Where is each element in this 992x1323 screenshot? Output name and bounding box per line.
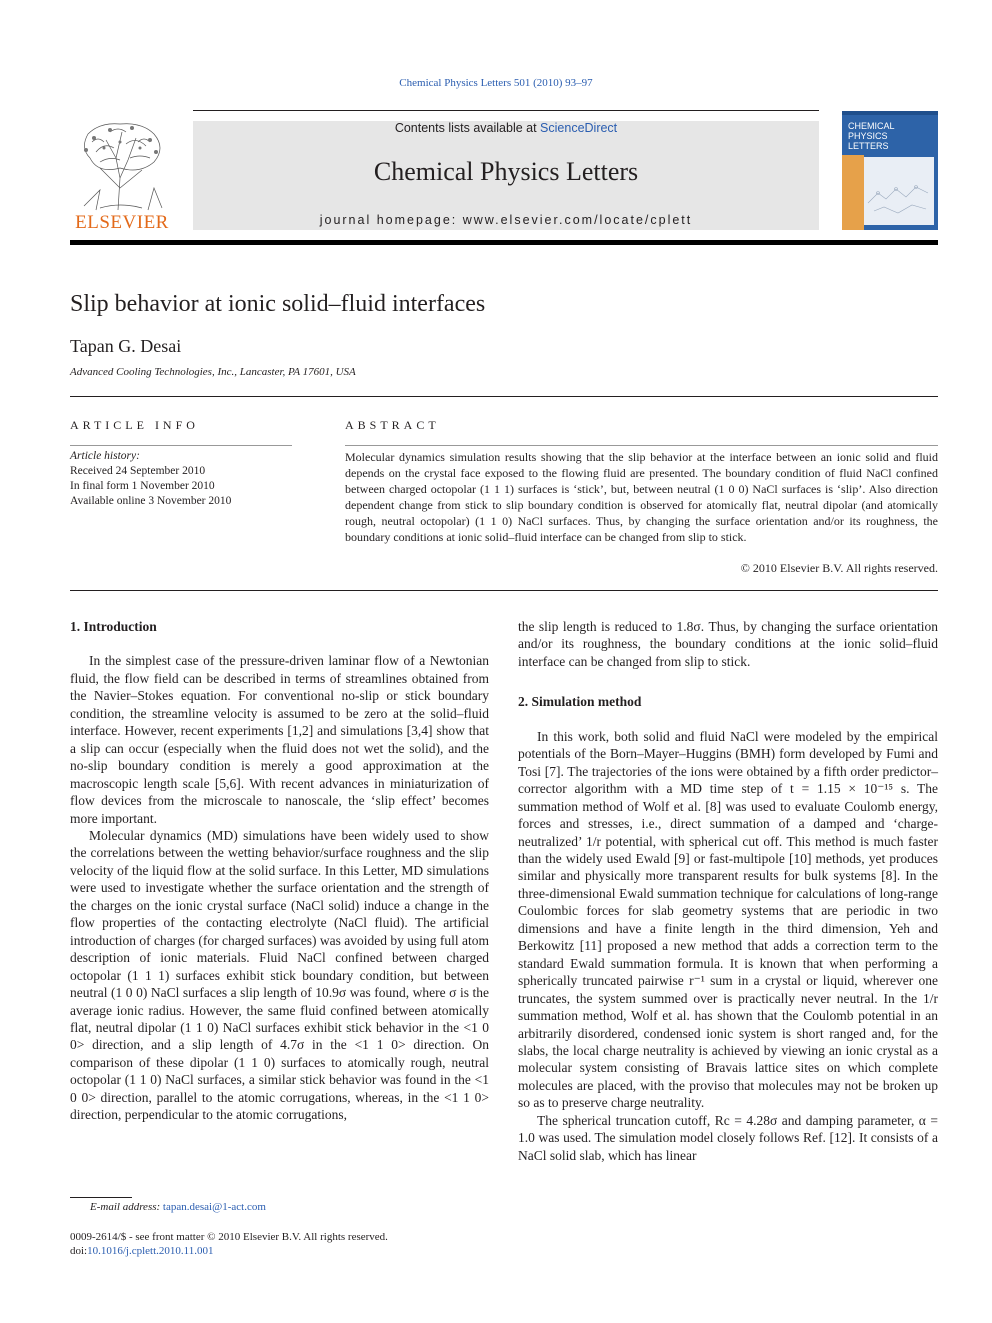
- intro-paragraph-1: In the simplest case of the pressure-driven laminar flow of a Newtonian fluid, the flow field can be described in terms of streamlines obtained from the Navier–Stokes equation. For conventional no-slip or stick boundary condition, the streamline velocity is assumed to be zero at the solid–fluid interface. However, recent experiments [1,2] and simulations [3,4] show that a slip can occur (especially when the fluid does not wet the solid), and the no-slip boundary condition is merely a good approximation at the macroscopic length scale [5,6]. With recent advances in miniaturization of flow devices from the microscale to nanoscale, the ‘slip effect’ becomes more important.: [70, 653, 489, 826]
- method-paragraph-1: In this work, both solid and fluid NaCl were modeled by the empirical potentials of the Born–Mayer–Huggins (BMH) form developed by Fumi and Tosi [7]. The trajectories of the ions were obtained by a fifth order predictor–corrector algorithm with a MD time step of t = 1.15 × 10⁻¹⁵ s. The summation method of Wolf et al. [8] was used to evaluate Coulomb energy, forces and stresses, i.e., direct summation of a damped and ‘charge-neutralized’ 1/r potential, with spherical cut off. This method is much faster than the widely used Ewald [9] or fast-multipole [10] methods, yet produces similar and physically more transparent results for bulk systems [8]. In the three-dimensional Ewald summation technique for calculations of long-range Coulombic forces for slab geometry systems that are periodic in two dimensions and have a finite length in the third dimension, Yeh and Berkowitz [11] proposed a new method that adds a correction term to the standard Ewald summation formula. It is known that when performing a spherically truncated pairwise r⁻¹ sum in a crystal or liquid, wherever one truncates, the system summed over is practically never neutral. In the 1/r summation method, Wolf et al. has shown that the Coulomb potential in an arbitrarily disordered, condensed ionic system is short ranged and, for the slabs, the local charge neutrality is achieved by viewing an ionic crystal as a molecular system consisting of Bravais lattice sites on which complete molecules are placed, with the proviso that molecules may not be broken up so as to preserve charge neutrality.: [518, 728, 938, 1111]
- doi-line: [70, 1245, 214, 1257]
- abstract-rule: [345, 445, 938, 446]
- cover-graphic-icon: [864, 163, 934, 223]
- journal-banner: [193, 121, 819, 230]
- intro-paragraph-2: Molecular dynamics (MD) simulations have been widely used to show the correlations between the wetting behavior/surface roughness and the slip velocity of the liquid flow at the solid surface. In this Letter, MD simulations were used to investigate whether the surface orientation and the strength of the charges on the ionic crystal surface (NaCl solid) induce a change in the flow properties of the contacting electrolyte (NaCl fluid). The artificial introduction of charges (for charged surfaces) was avoided by using full atom description of ionic materials. Fluid NaCl confined between charged octopolar (1 1 1) surfaces exhibit stick boundary condition, but between neutral (1 0 0) NaCl surfaces a slip length of 10.9σ was found, where σ is the average ionic radius. However, the same fluid confined between atomically flat, neutral dipolar (1 1 0) NaCl surfaces exhibit stick behavior in the <1 0 0> direction, and a slip length of 4.7σ in the <1 1 0> direction. On comparison of these dipolar (1 1 0) surfaces to atomically rough, neutral octopolar (1 1 0) NaCl surfaces, a similar stick behavior was found in the <1 0 0> direction, parallel to the atomic corrugations, whereas, in the <1 1 0> direction, perpendicular to the atomic corrugations,: [70, 827, 490, 1123]
- journal-title: Chemical Physics Letters: [373, 157, 639, 186]
- abstract-copyright: © 2010 Elsevier B.V. All rights reserved.: [740, 561, 938, 575]
- header-thick-rule: [70, 240, 938, 245]
- doi-label: doi:: [70, 1245, 88, 1257]
- intro-heading: 1. Introduction: [70, 619, 157, 634]
- author-email-link[interactable]: tapan.desai@1-act.com: [162, 1201, 266, 1213]
- contents-line: [193, 121, 819, 135]
- journal-cover-image: [842, 111, 938, 230]
- cover-title-3: LETTERS: [848, 141, 889, 151]
- received-date: Received 24 September 2010: [70, 465, 206, 477]
- footnote-rule: [70, 1197, 132, 1198]
- elsevier-wordmark: ELSEVIER: [75, 212, 169, 233]
- author-affiliation: Advanced Cooling Technologies, Inc., Lancaster, PA 17601, USA: [70, 366, 356, 378]
- right-column: [518, 618, 938, 1164]
- doi-link[interactable]: 10.1016/j.cplett.2010.11.001: [87, 1245, 214, 1257]
- abstract-heading: ABSTRACT: [345, 418, 440, 432]
- article-history: [70, 449, 231, 509]
- article-author[interactable]: Tapan G. Desai: [70, 336, 182, 356]
- final-form-date: In final form 1 November 2010: [70, 480, 215, 492]
- method-heading: 2. Simulation method: [518, 694, 642, 710]
- sciencedirect-link[interactable]: ScienceDirect: [540, 121, 618, 135]
- abstract-text: Molecular dynamics simulation results showing that the slip behavior at the interface between an ionic solid and fluid depends on the crystal face exposed to the flowing fluid are presented. The boundary condition of fluid NaCl confined between charged octopolar (1 1 1) surfaces is ‘stick’, but, between neutral (1 0 0) NaCl surfaces is ‘slip’. Also direction dependent change from stick to slip boundary condition is observed for atomically flat, neutral dipolar (and atomically rough, neutral octopolar) (1 1 0) NaCl surfaces. Thus, by changing the surface orientation and/or its roughness, the boundary conditions at ionic solid–fluid interface can be changed from slip to stick.: [345, 450, 938, 544]
- author-email-footnote: [90, 1201, 266, 1213]
- history-label: Article history:: [70, 450, 140, 462]
- cover-title-1: CHEMICAL: [848, 121, 895, 131]
- left-column: [70, 618, 489, 1124]
- elsevier-tree-icon: [70, 118, 172, 214]
- header-rule: [193, 110, 819, 111]
- email-label: E-mail address:: [90, 1201, 161, 1213]
- issn-line: 0009-2614/$ - see front matter © 2010 Elsevier B.V. All rights reserved.: [70, 1231, 388, 1243]
- abstract-bottom-rule: [70, 590, 938, 591]
- article-info-rule: [70, 445, 292, 446]
- journal-homepage[interactable]: journal homepage: www.elsevier.com/locate/cplett: [319, 213, 693, 227]
- journal-citation[interactable]: Chemical Physics Letters 501 (2010) 93–97: [399, 77, 593, 89]
- intro-paragraph-3: the slip length is reduced to 1.8σ. Thus, by changing the surface orientation and/or its roughness, the boundary conditions at the ionic solid–fluid interface can be changed from slip to stick.: [518, 619, 938, 669]
- elsevier-logo: [70, 118, 172, 234]
- method-paragraph-2: The spherical truncation cutoff, Rc = 4.28σ and damping parameter, α = 1.0 was used. The simulation model closely follows Ref. [12]. It consists of a NaCl solid slab, which has linear: [518, 1112, 938, 1163]
- article-title: Slip behavior at ionic solid–fluid interfaces: [70, 291, 486, 317]
- cover-title-2: PHYSICS: [848, 131, 888, 141]
- contents-prefix: Contents lists available at: [394, 121, 541, 135]
- title-block-rule: [70, 396, 938, 397]
- online-date: Available online 3 November 2010: [70, 495, 232, 507]
- article-info-heading: ARTICLE INFO: [70, 418, 199, 432]
